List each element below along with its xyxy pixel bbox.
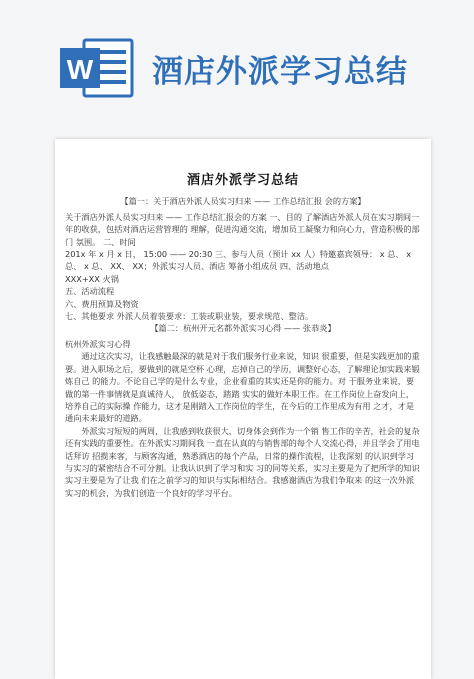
- logo-letter: W: [66, 54, 94, 85]
- header-banner: [0, 0, 474, 135]
- paragraph: 201x 年 x 月 x 日， 15:00 —— 20:30 三、参与人员（预计 xx 人）特邀嘉宾领导： x 总、 x 总、 x 总、 XX、 XX；外派实习人员、酒店 筹备小组成员 四、活动地点: [65, 249, 412, 272]
- paragraph: 外派实习短短的两周，让我感到收获很大，切身体会到作为一个销 售工作的辛苦，社会的复杂还有实践的重要性。在外派实习期间我 一直在认真的与销售部的每个人交流心得，并且学会了用电话拜访 招揽来客，与顾客沟通，熟悉酒店的每个产品，日常的操作流程，让我深刻 的认识到学习与实习的紧密结合不可分割。让我认识到了学习和实 习的同等关系，实习主要是为了把所学的知识实习主要是为了让我 们在之前学习的知识与实际相结合。我感谢酒店为我们争取来 的这一次外派实习的机会，为我们创造一个良好的学习平台。: [65, 425, 420, 498]
- word-doc-icon: [58, 36, 136, 100]
- paragraph: 五、活动流程: [65, 286, 115, 297]
- paragraph: 关于酒店外派人员实习归来 —— 工作总结汇报会的方案 一、目的 了解酒店外派人员在实习期间一年的收获，包括对酒店运营管理的 理解，促进沟通交流，增加员工凝聚力和向心力，营造积极的部门 氛围。 二、时间: [65, 211, 420, 247]
- document-content: [65, 175, 421, 499]
- paragraph: 七、其他要求 外派人员着装要求：工装或职业装，要求规范、整洁。: [65, 311, 314, 322]
- section-heading-2: 【篇二：杭州开元名都外派实习心得 —— 张恭炎】: [150, 323, 336, 334]
- document-title: 酒店外派学习总结: [186, 173, 299, 188]
- section-heading-1: 【篇一：关于酒店外派人员实习归来 —— 工作总结汇报 会的方案】: [120, 196, 366, 207]
- paragraph: 六、费用预算及物资: [65, 298, 139, 309]
- paragraph: 通过这次实习，让我感触最深的就是对于我们服务行业来说，知识 很重要，但是实践更加的重要。进入职场之后，要做到的就是空杯 心理，忘掉自己的学历，调整好心态，了解理论加实践来锻炼自己 的能力。不论自己学的是什么专业，企业看重的其实还是你的能力。对 于服务业来说，要做的第一件事情就是真诚待人， 放低姿态，踏踏 实实的做好本职工作。在工作岗位上奋发向上，培养自己的实际操 作能力，这才是刚踏入工作岗位的学生，在今后的工作里成为有用 之才，才是通向未来最好的道路。: [65, 351, 420, 424]
- paragraph: XXX+XX 火锅: [65, 273, 119, 284]
- banner-title: 酒店外派学习总结: [152, 54, 408, 90]
- subheading: 杭州外派实习心得: [65, 338, 131, 349]
- document-page: [55, 139, 431, 679]
